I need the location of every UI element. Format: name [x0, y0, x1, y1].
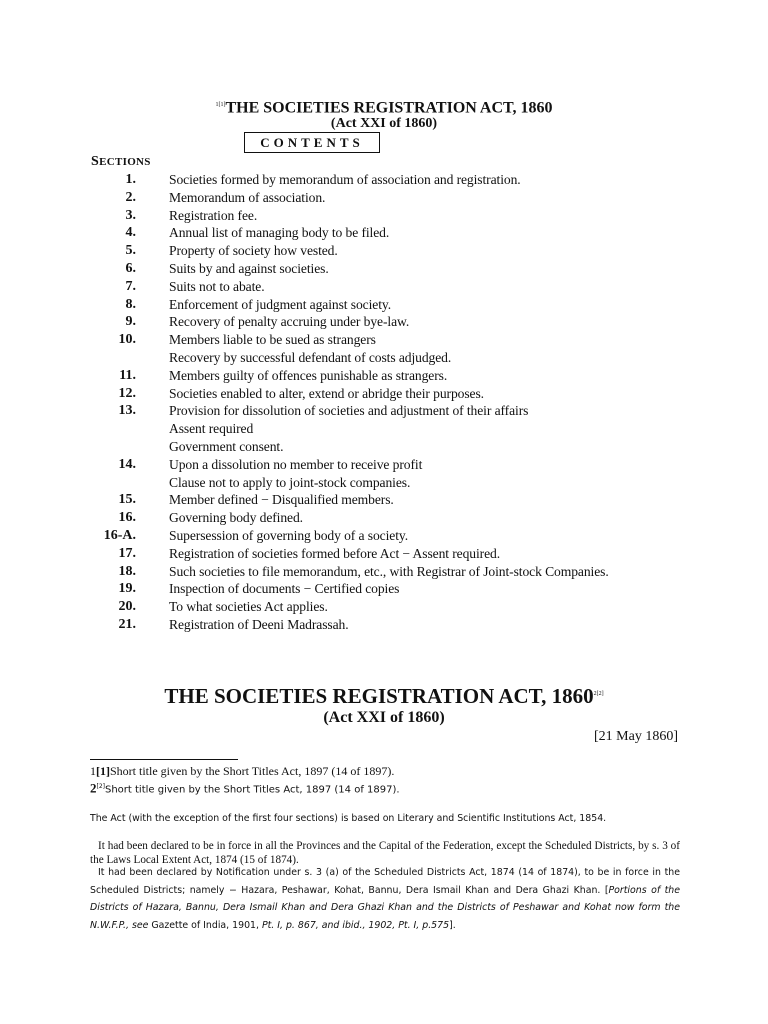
note-paragraph-3-text-c: ]. [449, 919, 456, 931]
toc-section-title: Suits by and against societies. [169, 260, 329, 276]
act-heading-text: THE SOCIETIES REGISTRATION ACT, 1860 [164, 684, 594, 708]
toc-row [0, 509, 768, 527]
toc-row [0, 527, 768, 545]
toc-row [0, 438, 768, 456]
toc-section-title: Members guilty of offences punishable as strangers. [169, 367, 448, 383]
toc-row [0, 296, 768, 314]
toc-section-title: Supersession of governing body of a society. [169, 527, 408, 543]
toc-row [0, 313, 768, 331]
footnote-1-mark: [1] [96, 764, 110, 778]
contents-box: CONTENTS [244, 132, 380, 153]
toc-section-number: 3. [125, 207, 136, 223]
toc-row [0, 420, 768, 438]
toc-row [0, 616, 768, 634]
act-subheading: (Act XXI of 1860) [323, 709, 445, 726]
toc-section-title: Assent required [169, 421, 254, 437]
toc-section-title: Property of society how vested. [169, 243, 338, 259]
toc-row [0, 189, 768, 207]
toc-section-title: To what societies Act applies. [169, 599, 328, 615]
toc-section-title: Members liable to be sued as strangers [169, 332, 376, 348]
toc-section-number: 20. [118, 599, 136, 615]
toc-section-number: 15. [118, 492, 136, 508]
toc-row [0, 598, 768, 616]
toc-section-number: 16. [118, 510, 136, 526]
note-paragraph-2 [90, 840, 680, 867]
sections-heading [91, 155, 151, 169]
toc-row [0, 207, 768, 225]
toc-section-number: 16-A. [103, 527, 136, 543]
toc-section-number: 7. [125, 278, 136, 294]
footnote-2-mark: [2] [96, 783, 105, 790]
toc-section-number: 2. [125, 189, 136, 205]
toc-section-title: Such societies to file memorandum, etc., with Registrar of Joint-stock Companies. [169, 563, 609, 579]
toc-section-number: 14. [118, 456, 136, 472]
footnote-2-text: Short title given by the Short Titles Act, 1897 (14 of 1897). [105, 784, 400, 796]
note-paragraph-1: The Act (with the exception of the first four sections) is based on Literary and Scientific Institutions Act, 1854. [90, 813, 607, 824]
act-heading [0, 682, 768, 708]
toc-section-title: Recovery of penalty accruing under bye-law. [169, 314, 410, 330]
toc-section-title: Registration fee. [169, 207, 258, 223]
sections-heading-initial: S [91, 154, 100, 169]
toc-section-number: 18. [118, 563, 136, 579]
toc-row [0, 224, 768, 242]
toc-row [0, 563, 768, 581]
footnote-1-number: 1 [90, 764, 96, 778]
toc-section-number: 11. [119, 367, 136, 383]
toc-section-title: Upon a dissolution no member to receive profit [169, 456, 423, 472]
toc-row [0, 171, 768, 189]
toc-section-title: Registration of societies formed before Act − Assent required. [169, 545, 501, 561]
toc-row [0, 580, 768, 598]
toc-row [0, 367, 768, 385]
toc-section-number: 9. [125, 314, 136, 330]
note-paragraph-3-text-a: It had been declared by Notification under s. 3 (a) of the Scheduled Districts Act, 1874 (14 of 1874), to be in force in the Scheduled Districts; namely − Hazara, Peshawar, Kohat, Bannu, Dera Ismail Khan and Dera Ghazi Khan. [ [90, 867, 680, 896]
footnote-1-text: Short title given by the Short Titles Act, 1897 (14 of 1897). [110, 764, 395, 778]
toc-section-title: Governing body defined. [169, 510, 303, 526]
document-subtitle: (Act XXI of 1860) [330, 116, 438, 131]
toc-section-title: Societies formed by memorandum of association and registration. [169, 172, 521, 187]
act-heading-footnote-marker: 2[2] [593, 691, 604, 697]
footnote-2-number: 2 [90, 780, 97, 796]
document-title [0, 96, 768, 117]
enactment-date: [21 May 1860] [594, 729, 678, 744]
toc-row [0, 349, 768, 367]
toc-section-number: 10. [118, 332, 136, 348]
toc-section-title: Clause not to apply to joint-stock companies. [169, 474, 411, 490]
toc-section-number: 21. [118, 616, 136, 632]
footnote-2 [90, 780, 400, 797]
toc-section-title: Recovery by successful defendant of costs adjudged. [169, 349, 452, 365]
toc-row [0, 260, 768, 278]
toc-section-number: 1. [125, 172, 136, 187]
table-of-contents [0, 171, 768, 634]
toc-section-title: Suits not to abate. [169, 278, 265, 294]
note-paragraph-3 [90, 864, 680, 934]
toc-section-title: Registration of Deeni Madrassah. [169, 616, 349, 632]
toc-section-number: 8. [125, 296, 136, 312]
toc-section-number: 6. [125, 260, 136, 276]
toc-row [0, 331, 768, 349]
note-paragraph-3-text-b: Gazette of India, 1901, [148, 919, 262, 931]
toc-row [0, 385, 768, 403]
toc-row [0, 278, 768, 296]
note-paragraph-3-italic: Portions of the Districts of Hazara, Bannu, Dera Ismail Khan and Dera Ghazi Khan and the Districts of Peshawar and Kohat now form the N.W.F.P., see [90, 884, 680, 931]
sections-heading-rest: ECTIONS [99, 156, 151, 168]
title-text: THE SOCIETIES REGISTRATION ACT, 1860 [225, 99, 553, 117]
toc-section-title: Government consent. [169, 438, 284, 454]
toc-section-number: 4. [125, 225, 136, 241]
title-footnote-marker: 1[1] [215, 102, 226, 108]
toc-section-number: 17. [118, 545, 136, 561]
footnote-1 [90, 764, 394, 778]
toc-row [0, 456, 768, 474]
toc-row [0, 402, 768, 420]
toc-row [0, 474, 768, 492]
toc-row [0, 491, 768, 509]
toc-section-number: 13. [118, 403, 136, 419]
toc-section-number: 12. [118, 385, 136, 401]
toc-section-title: Inspection of documents − Certified copies [169, 581, 400, 597]
note-paragraph-3-italic-2: Pt. I, p. 867, and ibid., 1902, Pt. I, p.575 [261, 919, 450, 931]
toc-section-title: Societies enabled to alter, extend or abridge their purposes. [169, 385, 484, 401]
toc-section-title: Memorandum of association. [169, 189, 326, 205]
toc-row [0, 545, 768, 563]
toc-row [0, 242, 768, 260]
toc-section-title: Member defined − Disqualified members. [169, 492, 394, 508]
note-paragraph-2-text: It had been declared to be in force in all the Provinces and the Capital of the Federation, except the Scheduled Districts, by s. 3 of the Laws Local Extent Act, 1874 (15 of 1874). [90, 840, 680, 866]
toc-section-title: Enforcement of judgment against society. [169, 296, 391, 312]
toc-section-title: Annual list of managing body to be filed. [169, 225, 390, 241]
toc-section-number: 5. [125, 243, 136, 259]
footnote-separator [90, 759, 238, 760]
toc-section-title: Provision for dissolution of societies and adjustment of their affairs [169, 403, 529, 419]
toc-section-number: 19. [118, 581, 136, 597]
